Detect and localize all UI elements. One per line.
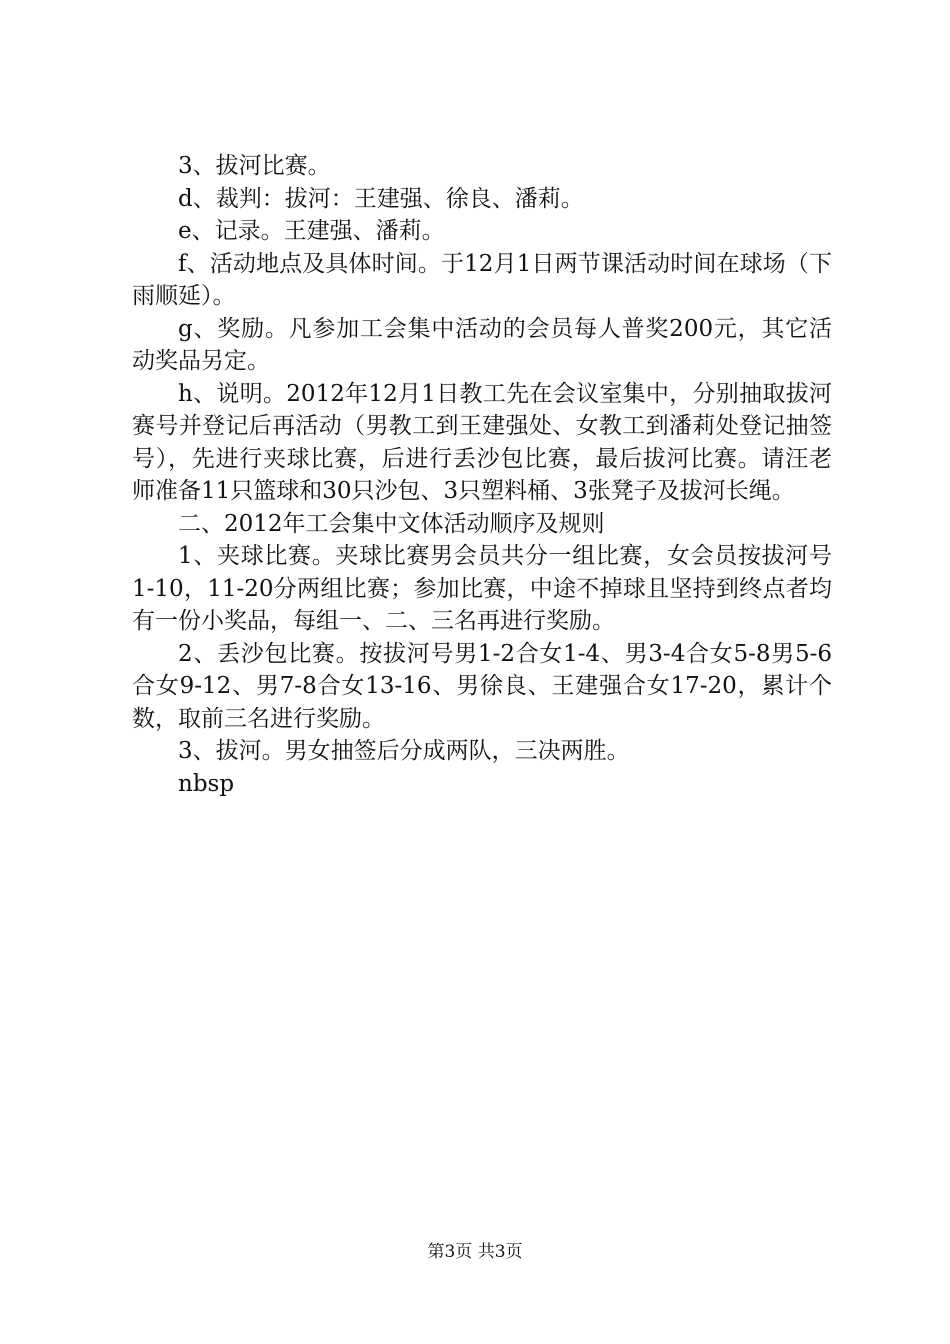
paragraph-ball-clamping: 1、夹球比赛。夹球比赛男会员共分一组比赛，女会员按拔河号1-10，11-20分两组比赛；参加比赛，中途不掉球且坚持到终点者均有一份小奖品，每组一、二、三名再进行奖励。 <box>132 543 832 634</box>
paragraph-tug-of-war-heading: 3、拔河比赛。 <box>178 153 331 179</box>
page-number-footer: 第3页 共3页 <box>427 1242 523 1262</box>
paragraph-rewards: g、奖励。凡参加工会集中活动的会员每人普奖200元，其它活动奖品另定。 <box>132 315 832 374</box>
paragraph-location-time: f、活动地点及具体时间。于12月1日两节课活动时间在球场（下雨顺延）。 <box>132 250 832 309</box>
paragraph-sandbag-throwing: 2、丢沙包比赛。按拔河号男1-2合女1-4、男3-4合女5-8男5-6合女9-12、男7-8合女13-16、男徐良、王建强合女17-20，累计个数，取前三名进行奖励。 <box>132 640 832 732</box>
paragraph-instructions: h、说明。2012年12月1日教工先在会议室集中，分别抽取拔河赛号并登记后再活动（男教工到王建强处、女教工到潘莉处登记抽签号），先进行夹球比赛，后进行丢沙包比赛，最后拔河比赛。请汪老师准备11只篮球和30只沙包、3只塑料桶、3张凳子及拔河长绳。 <box>132 380 832 504</box>
document-body <box>132 150 832 800</box>
paragraph-nbsp: nbsp <box>178 770 235 797</box>
paragraph-tug-of-war-rules: 3、拔河。男女抽签后分成两队，三决两胜。 <box>178 738 630 764</box>
paragraph-referees: d、裁判：拔河：王建强、徐良、潘莉。 <box>178 185 584 212</box>
section-heading-order-rules: 二、2012年工会集中文体活动顺序及规则 <box>178 510 605 537</box>
paragraph-recorders: e、记录。王建强、潘莉。 <box>178 218 445 244</box>
